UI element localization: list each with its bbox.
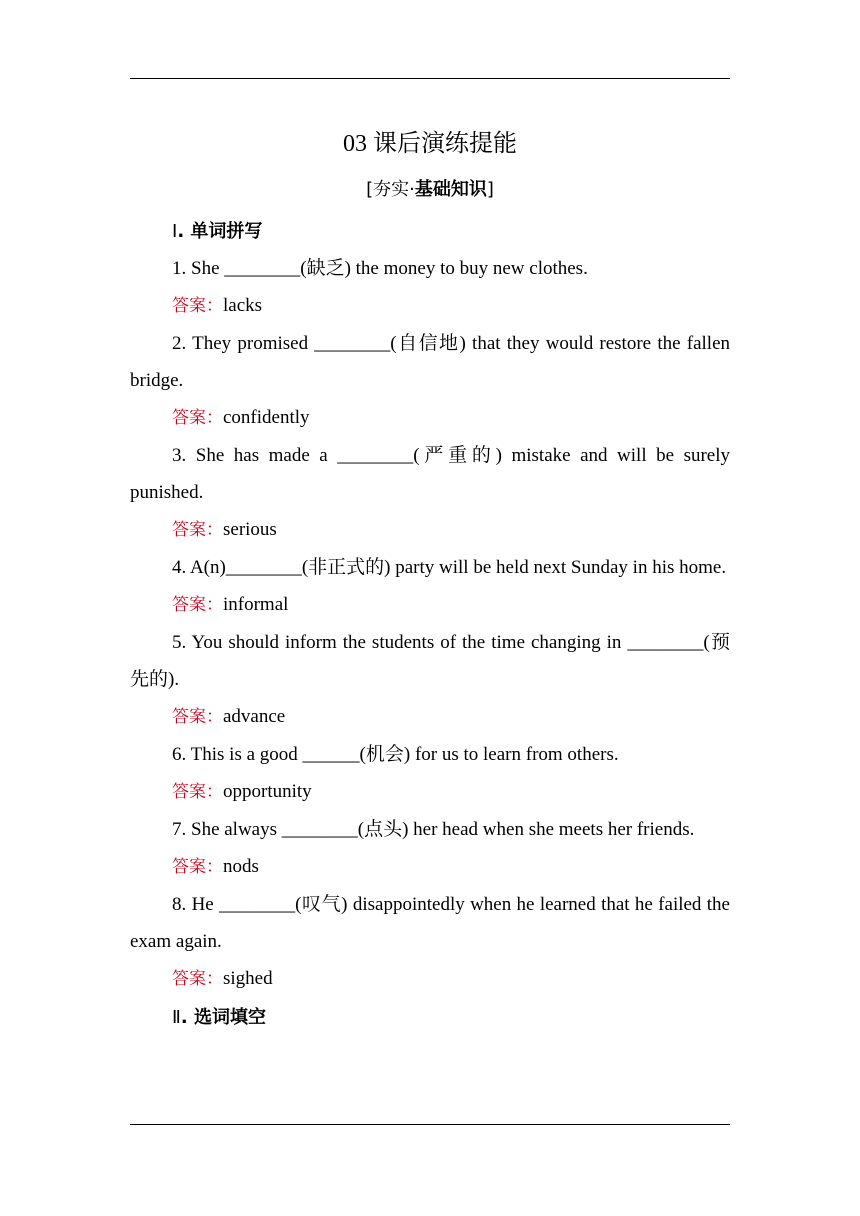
exercise-content (130, 212, 730, 1036)
answer-1 (130, 287, 730, 325)
answer-text: informal (223, 594, 289, 615)
answer-text: opportunity (223, 781, 312, 802)
answer-text: advance (223, 706, 286, 727)
footer-rule (130, 1124, 730, 1125)
subtitle-prefix: [夯实· (366, 179, 415, 200)
answer-4 (130, 586, 730, 624)
section-heading-2 (130, 998, 730, 1036)
answer-text: sighed (223, 968, 273, 989)
answer-label: 答案： (172, 296, 223, 316)
answer-label: 答案： (172, 707, 223, 727)
answer-text: lacks (223, 295, 263, 316)
section-number: Ⅱ (172, 1007, 181, 1027)
answer-label: 答案： (172, 782, 223, 802)
question-3: 3. She has made a ________(严重的) mistake and will be surely punished. (130, 445, 730, 503)
answer-text: nods (223, 856, 259, 877)
section-title: . 单词拼写 (177, 221, 263, 242)
answer-3 (130, 511, 730, 549)
answer-text: confidently (223, 407, 310, 428)
question-5: 5. You should inform the students of the time changing in ________(预先的). (130, 632, 730, 690)
answer-text: serious (223, 519, 277, 540)
question-2: 2. They promised ________(自信地) that they would restore the fallen bridge. (130, 333, 730, 391)
header-rule (130, 78, 730, 79)
section-heading-1 (130, 212, 730, 250)
answer-2 (130, 399, 730, 437)
page-subtitle (130, 176, 730, 204)
answer-label: 答案： (172, 520, 223, 540)
answer-label: 答案： (172, 408, 223, 428)
answer-label: 答案： (172, 857, 223, 877)
answer-label: 答案： (172, 595, 223, 615)
question-1: 1. She ________(缺乏) the money to buy new clothes. (172, 258, 588, 279)
question-7: 7. She always ________(点头) her head when she meets her friends. (172, 819, 695, 840)
question-4: 4. A(n)________(非正式的) party will be held next Sunday in his home. (172, 557, 727, 578)
section-number: Ⅰ (172, 221, 178, 241)
section-title: . 选词填空 (180, 1007, 266, 1028)
answer-6 (130, 773, 730, 811)
subtitle-bold: 基础知识 (414, 179, 487, 200)
answer-7 (130, 848, 730, 886)
page-title: 03 课后演练提能 (343, 131, 517, 157)
answer-8 (130, 960, 730, 998)
answer-5 (130, 698, 730, 736)
subtitle-suffix: ] (486, 179, 494, 200)
question-6: 6. This is a good ______(机会) for us to learn from others. (172, 744, 619, 765)
question-8: 8. He ________(叹气) disappointedly when he learned that he failed the exam again. (130, 894, 730, 952)
answer-label: 答案： (172, 969, 223, 989)
